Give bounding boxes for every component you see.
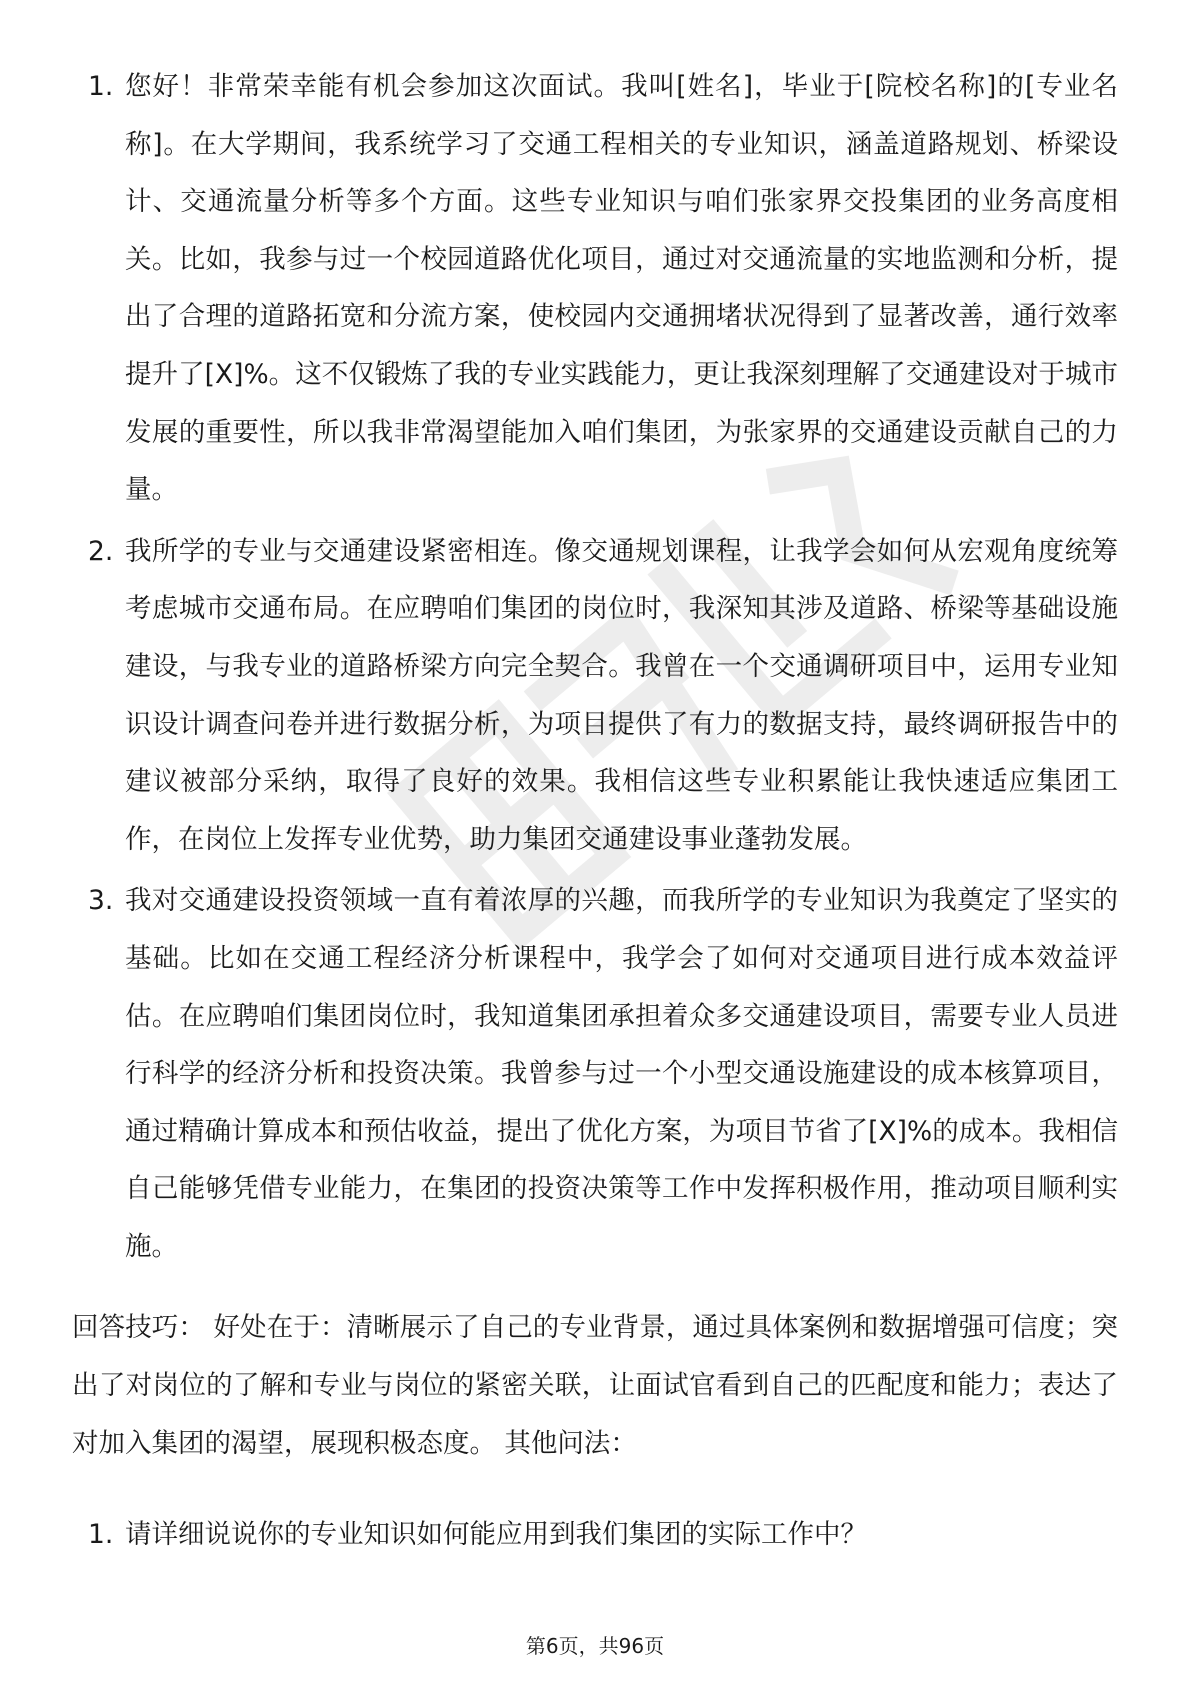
other-questions-list [72,1506,1118,1564]
list-item [72,523,1118,869]
list-number: 2. [88,535,114,567]
document-body [72,58,1118,1564]
answer-text: 您好！非常荣幸能有机会参加这次面试。我叫[姓名]，毕业于[院校名称]的[专业名称]。在大学期间，我系统学习了交通工程相关的专业知识，涵盖道路规划、桥梁设计、交通流量分析等多个方面。这些专业知识与咱们张家界交投集团的业务高度相关。比如，我参与过一个校园道路优化项目，通过对交通流量的实地监测和分析，提出了合理的道路拓宽和分流方案，使校园内交通拥堵状况得到了显著改善，通行效率提升了[X]%。这不仅锻炼了我的专业实践能力，更让我深刻理解了交通建设对于城市发展的重要性，所以我非常渴望能加入咱们集团，为张家界的交通建设贡献自己的力量。 [125,71,1118,506]
list-number: 3. [88,885,114,917]
answer-tips-paragraph: 回答技巧： 好处在于：清晰展示了自己的专业背景，通过具体案例和数据增强可信度；突出了对岗位的了解和专业与岗位的紧密关联，让面试官看到自己的匹配度和能力；表达了对加入集团的渴望，展现积极态度。 其他问法： [72,1312,1118,1459]
answer-text: 我所学的专业与交通建设紧密相连。像交通规划课程，让我学会如何从宏观角度统筹考虑城市交通布局。在应聘咱们集团的岗位时，我深知其涉及道路、桥梁等基础设施建设，与我专业的道路桥梁方向完全契合。我曾在一个交通调研项目中，运用专业知识设计调查问卷并进行数据分析，为项目提供了有力的数据支持，最终调研报告中的建议被部分采纳，取得了良好的效果。我相信这些专业积累能让我快速适应集团工作，在岗位上发挥专业优势，助力集团交通建设事业蓬勃发展。 [125,535,1118,855]
page-footer: 第6页，共96页 [525,1634,665,1658]
list-number: 1. [88,1519,114,1551]
answer-list [72,58,1118,1275]
answer-text: 我对交通建设投资领域一直有着浓厚的兴趣，而我所学的专业知识为我奠定了坚实的基础。比如在交通工程经济分析课程中，我学会了如何对交通项目进行成本效益评估。在应聘咱们集团岗位时，我知道集团承担着众多交通建设项目，需要专业人员进行科学的经济分析和投资决策。我曾参与过一个小型交通设施建设的成本核算项目，通过精确计算成本和预估收益，提出了优化方案，为项目节省了[X]%的成本。我相信自己能够凭借专业能力，在集团的投资决策等工作中发挥积极作用，推动项目顺利实施。 [125,885,1118,1262]
list-item [72,872,1118,1275]
list-number: 1. [88,71,114,102]
list-item [72,58,1118,519]
list-item [72,1506,1118,1564]
question-text: 请详细说说你的专业知识如何能应用到我们集团的实际工作中？ [125,1519,867,1551]
